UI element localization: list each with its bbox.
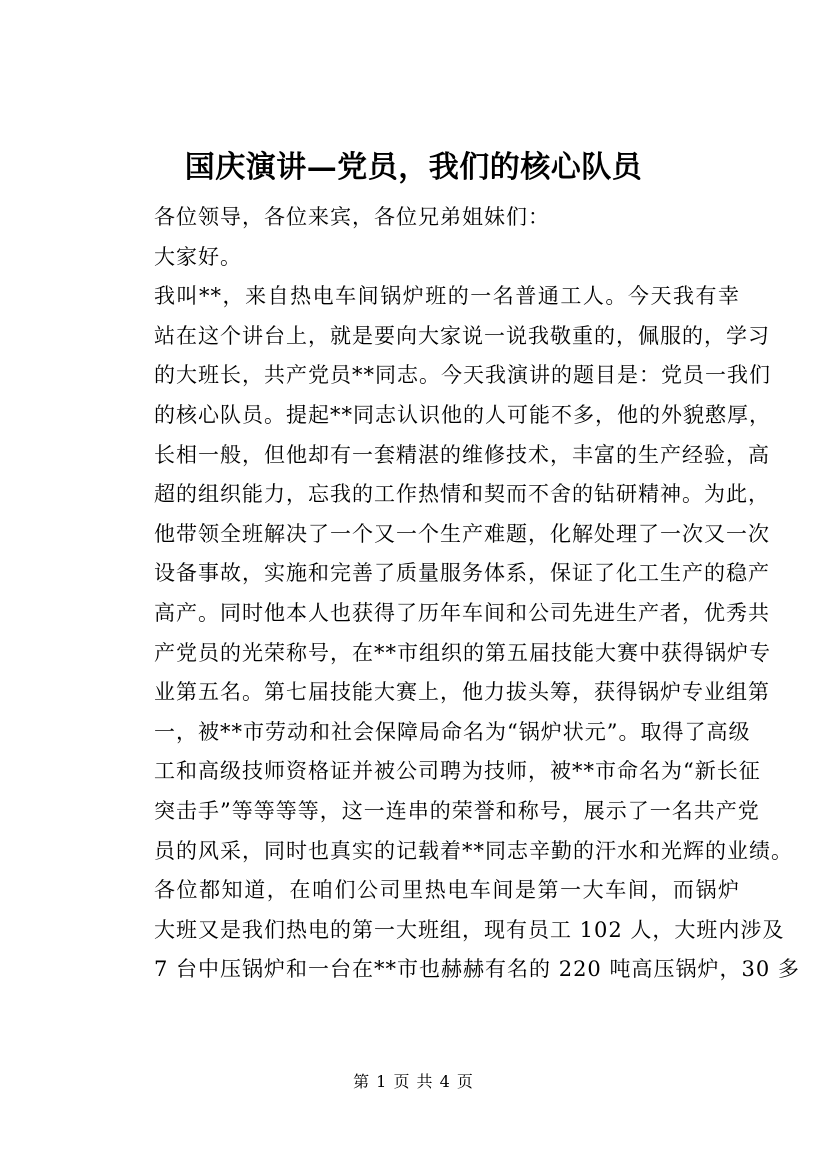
text-line: 各位都知道，在咱们公司里热电车间是第一大车间，而锅炉 xyxy=(154,878,740,903)
text-line: 设备事故，实施和完善了质量服务体系，保证了化工生产的稳产 xyxy=(154,561,770,586)
text-line: 7 台中压锅炉和一台在**市也赫赫有名的 220 吨高压锅炉，30 多 xyxy=(154,957,800,982)
text-line: 的核心队员。提起**同志认识他的人可能不多，他的外貌憨厚， xyxy=(154,402,771,427)
text-line: 产党员的光荣称号，在**市组织的第五届技能大赛中获得锅炉专 xyxy=(154,640,771,665)
paragraph-greeting xyxy=(112,198,740,238)
text-line: 高产。同时他本人也获得了历年车间和公司先进生产者，优秀共 xyxy=(154,600,770,625)
text-line: 他带领全班解决了一个又一个生产难题，化解处理了一次又一次 xyxy=(154,521,770,546)
document-title: 国庆演讲—党员，我们的核心队员 xyxy=(184,150,643,185)
text-line: 各位领导，各位来宾，各位兄弟姐妹们： xyxy=(154,205,550,229)
paragraph-hello xyxy=(112,238,740,278)
text-line: 突击手”等等等等，这一连串的荣誉和称号，展示了一名共产党 xyxy=(154,798,760,823)
text-line: 大班又是我们热电的第一大班组，现有员工 102 人，大班内涉及 xyxy=(154,917,785,942)
text-line: 的大班长，共产党员**同志。今天我演讲的题目是：党员一我们 xyxy=(154,363,771,388)
text-line: 员的风采，同时也真实的记载着**同志辛勤的汗水和光辉的业绩。 xyxy=(154,838,793,863)
text-line: 大家好。 xyxy=(154,244,242,269)
text-line: 站在这个讲台上，就是要向大家说一说我敬重的，佩服的，学习 xyxy=(154,323,770,348)
paragraph-workshop xyxy=(112,871,800,990)
text-line: 业第五名。第七届技能大赛上，他力拔头筹，获得锅炉专业组第 xyxy=(154,680,770,705)
text-line: 我叫**，来自热电车间锅炉班的一名普通工人。今天我有幸 xyxy=(154,284,740,309)
text-line: 超的组织能力，忘我的工作热情和契而不舍的钻研精神。为此， xyxy=(154,482,770,507)
page-number: 第 1 页 共 4 页 xyxy=(353,1072,474,1091)
text-line: 工和高级技师资格证并被公司聘为技师，被**市命名为“新长征 xyxy=(154,759,761,784)
paragraph-introduction xyxy=(112,277,793,871)
text-line: 一，被**市劳动和社会保障局命名为“锅炉状元”。取得了高级 xyxy=(154,719,751,744)
text-line: 长相一般，但他却有一套精湛的维修技术，丰富的生产经验，高 xyxy=(154,442,770,467)
document-body xyxy=(112,198,800,990)
